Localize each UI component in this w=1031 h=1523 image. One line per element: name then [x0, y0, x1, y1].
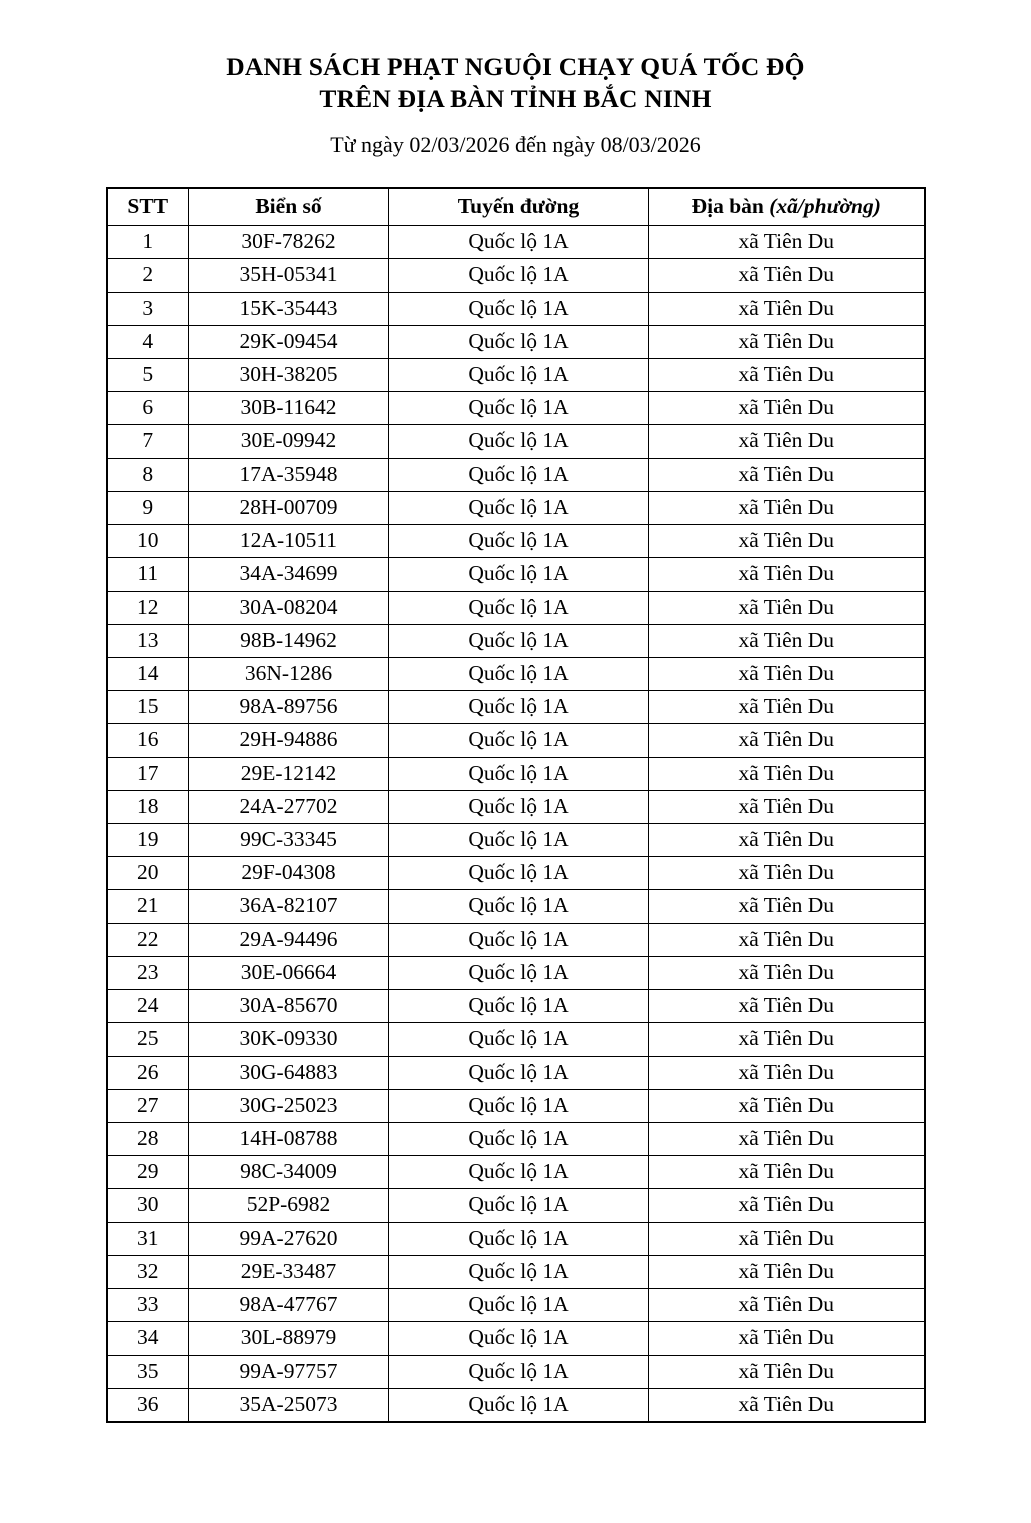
cell-stt: 26: [107, 1056, 189, 1089]
cell-area: xã Tiên Du: [649, 1056, 925, 1089]
cell-plate: 30K-09330: [189, 1023, 389, 1056]
table-row: [107, 491, 925, 524]
cell-stt: 33: [107, 1289, 189, 1322]
table-row: [107, 226, 925, 259]
column-header-plate: Biển số: [189, 188, 389, 226]
column-header-area: [649, 188, 925, 226]
cell-road: Quốc lộ 1A: [389, 724, 649, 757]
page-title-line-1: DANH SÁCH PHẠT NGUỘI CHẠY QUÁ TỐC ĐỘ: [226, 52, 805, 82]
cell-road: Quốc lộ 1A: [389, 1089, 649, 1122]
cell-stt: 11: [107, 558, 189, 591]
table-row: [107, 325, 925, 358]
cell-plate: 12A-10511: [189, 525, 389, 558]
column-header-area-note: (xã/phường): [769, 193, 881, 218]
table-row: [107, 292, 925, 325]
cell-stt: 29: [107, 1156, 189, 1189]
cell-stt: 14: [107, 657, 189, 690]
cell-road: Quốc lộ 1A: [389, 1123, 649, 1156]
cell-plate: 28H-00709: [189, 491, 389, 524]
table-row: [107, 1322, 925, 1355]
cell-road: Quốc lộ 1A: [389, 325, 649, 358]
cell-plate: 30L-88979: [189, 1322, 389, 1355]
cell-road: Quốc lộ 1A: [389, 923, 649, 956]
cell-plate: 30F-78262: [189, 226, 389, 259]
cell-plate: 30A-85670: [189, 990, 389, 1023]
cell-plate: 98B-14962: [189, 624, 389, 657]
cell-area: xã Tiên Du: [649, 724, 925, 757]
cell-plate: 36A-82107: [189, 890, 389, 923]
cell-plate: 98A-47767: [189, 1289, 389, 1322]
table-row: [107, 1189, 925, 1222]
date-range-subtitle: Từ ngày 02/03/2026 đến ngày 08/03/2026: [330, 132, 701, 158]
cell-plate: 36N-1286: [189, 657, 389, 690]
table-row: [107, 1255, 925, 1288]
cell-road: Quốc lộ 1A: [389, 259, 649, 292]
cell-road: Quốc lộ 1A: [389, 824, 649, 857]
cell-stt: 18: [107, 790, 189, 823]
cell-road: Quốc lộ 1A: [389, 956, 649, 989]
cell-area: xã Tiên Du: [649, 458, 925, 491]
table-row: [107, 956, 925, 989]
cell-area: xã Tiên Du: [649, 425, 925, 458]
cell-area: xã Tiên Du: [649, 525, 925, 558]
cell-road: Quốc lộ 1A: [389, 226, 649, 259]
cell-plate: 30G-25023: [189, 1089, 389, 1122]
table-row: [107, 392, 925, 425]
table-row: [107, 923, 925, 956]
cell-plate: 30B-11642: [189, 392, 389, 425]
cell-area: xã Tiên Du: [649, 657, 925, 690]
cell-stt: 15: [107, 691, 189, 724]
table-row: [107, 1056, 925, 1089]
cell-stt: 24: [107, 990, 189, 1023]
table-row: [107, 1156, 925, 1189]
cell-area: xã Tiên Du: [649, 923, 925, 956]
cell-area: xã Tiên Du: [649, 1289, 925, 1322]
cell-plate: 29K-09454: [189, 325, 389, 358]
cell-plate: 29A-94496: [189, 923, 389, 956]
cell-stt: 7: [107, 425, 189, 458]
cell-road: Quốc lộ 1A: [389, 624, 649, 657]
cell-road: Quốc lộ 1A: [389, 292, 649, 325]
cell-stt: 10: [107, 525, 189, 558]
cell-stt: 12: [107, 591, 189, 624]
cell-stt: 22: [107, 923, 189, 956]
table-body: [107, 226, 925, 1422]
cell-stt: 31: [107, 1222, 189, 1255]
cell-road: Quốc lộ 1A: [389, 1322, 649, 1355]
cell-road: Quốc lộ 1A: [389, 657, 649, 690]
cell-road: Quốc lộ 1A: [389, 890, 649, 923]
cell-plate: 30E-06664: [189, 956, 389, 989]
cell-area: xã Tiên Du: [649, 1089, 925, 1122]
cell-area: xã Tiên Du: [649, 1023, 925, 1056]
cell-area: xã Tiên Du: [649, 1322, 925, 1355]
cell-road: Quốc lộ 1A: [389, 691, 649, 724]
table-row: [107, 1089, 925, 1122]
table-header-row: [107, 188, 925, 226]
cell-stt: 3: [107, 292, 189, 325]
table-row: [107, 824, 925, 857]
cell-stt: 27: [107, 1089, 189, 1122]
table-row: [107, 425, 925, 458]
cell-stt: 17: [107, 757, 189, 790]
cell-stt: 34: [107, 1322, 189, 1355]
cell-stt: 32: [107, 1255, 189, 1288]
column-header-stt: STT: [107, 188, 189, 226]
cell-plate: 30A-08204: [189, 591, 389, 624]
cell-stt: 28: [107, 1123, 189, 1156]
fines-table-container: [55, 187, 976, 1423]
cell-stt: 20: [107, 857, 189, 890]
cell-road: Quốc lộ 1A: [389, 425, 649, 458]
cell-road: Quốc lộ 1A: [389, 458, 649, 491]
cell-road: Quốc lộ 1A: [389, 358, 649, 391]
cell-road: Quốc lộ 1A: [389, 591, 649, 624]
cell-stt: 4: [107, 325, 189, 358]
cell-area: xã Tiên Du: [649, 691, 925, 724]
cell-area: xã Tiên Du: [649, 358, 925, 391]
cell-area: xã Tiên Du: [649, 1255, 925, 1288]
cell-area: xã Tiên Du: [649, 1355, 925, 1388]
cell-plate: 24A-27702: [189, 790, 389, 823]
cell-area: xã Tiên Du: [649, 757, 925, 790]
table-row: [107, 1023, 925, 1056]
cell-plate: 17A-35948: [189, 458, 389, 491]
cell-area: xã Tiên Du: [649, 857, 925, 890]
cell-plate: 98C-34009: [189, 1156, 389, 1189]
cell-stt: 16: [107, 724, 189, 757]
cell-road: Quốc lộ 1A: [389, 392, 649, 425]
cell-road: Quốc lộ 1A: [389, 558, 649, 591]
cell-plate: 34A-34699: [189, 558, 389, 591]
table-row: [107, 591, 925, 624]
table-row: [107, 1355, 925, 1388]
cell-plate: 99C-33345: [189, 824, 389, 857]
cell-road: Quốc lộ 1A: [389, 1289, 649, 1322]
cell-area: xã Tiên Du: [649, 1222, 925, 1255]
cell-stt: 5: [107, 358, 189, 391]
page-title: [55, 51, 976, 114]
cell-stt: 9: [107, 491, 189, 524]
column-header-area-main: Địa bàn: [691, 193, 764, 218]
cell-stt: 13: [107, 624, 189, 657]
cell-area: xã Tiên Du: [649, 226, 925, 259]
table-row: [107, 790, 925, 823]
cell-stt: 35: [107, 1355, 189, 1388]
table-row: [107, 657, 925, 690]
cell-plate: 29F-04308: [189, 857, 389, 890]
cell-stt: 23: [107, 956, 189, 989]
cell-stt: 25: [107, 1023, 189, 1056]
table-row: [107, 1388, 925, 1422]
cell-road: Quốc lộ 1A: [389, 1156, 649, 1189]
cell-area: xã Tiên Du: [649, 1156, 925, 1189]
table-row: [107, 458, 925, 491]
cell-area: xã Tiên Du: [649, 824, 925, 857]
cell-area: xã Tiên Du: [649, 591, 925, 624]
table-row: [107, 525, 925, 558]
cell-area: xã Tiên Du: [649, 325, 925, 358]
cell-road: Quốc lộ 1A: [389, 1222, 649, 1255]
cell-plate: 99A-27620: [189, 1222, 389, 1255]
cell-area: xã Tiên Du: [649, 491, 925, 524]
cell-stt: 8: [107, 458, 189, 491]
cell-road: Quốc lộ 1A: [389, 1255, 649, 1288]
table-row: [107, 890, 925, 923]
cell-stt: 2: [107, 259, 189, 292]
cell-area: xã Tiên Du: [649, 1388, 925, 1422]
table-row: [107, 691, 925, 724]
cell-plate: 35H-05341: [189, 259, 389, 292]
cell-area: xã Tiên Du: [649, 890, 925, 923]
cell-area: xã Tiên Du: [649, 259, 925, 292]
cell-road: Quốc lộ 1A: [389, 1023, 649, 1056]
table-header: [107, 188, 925, 226]
cell-plate: 15K-35443: [189, 292, 389, 325]
cell-area: xã Tiên Du: [649, 292, 925, 325]
table-row: [107, 1123, 925, 1156]
cell-plate: 30H-38205: [189, 358, 389, 391]
cell-stt: 6: [107, 392, 189, 425]
cell-stt: 1: [107, 226, 189, 259]
cell-plate: 30E-09942: [189, 425, 389, 458]
cell-road: Quốc lộ 1A: [389, 757, 649, 790]
cell-area: xã Tiên Du: [649, 558, 925, 591]
cell-area: xã Tiên Du: [649, 990, 925, 1023]
cell-area: xã Tiên Du: [649, 624, 925, 657]
cell-stt: 30: [107, 1189, 189, 1222]
cell-plate: 14H-08788: [189, 1123, 389, 1156]
cell-area: xã Tiên Du: [649, 956, 925, 989]
cell-road: Quốc lộ 1A: [389, 1189, 649, 1222]
table-row: [107, 624, 925, 657]
cell-road: Quốc lộ 1A: [389, 491, 649, 524]
cell-plate: 29E-33487: [189, 1255, 389, 1288]
table-row: [107, 857, 925, 890]
cell-area: xã Tiên Du: [649, 1189, 925, 1222]
cell-area: xã Tiên Du: [649, 790, 925, 823]
cell-area: xã Tiên Du: [649, 1123, 925, 1156]
table-row: [107, 990, 925, 1023]
table-row: [107, 1222, 925, 1255]
cell-plate: 98A-89756: [189, 691, 389, 724]
cell-plate: 29E-12142: [189, 757, 389, 790]
cell-road: Quốc lộ 1A: [389, 1355, 649, 1388]
cell-area: xã Tiên Du: [649, 392, 925, 425]
cell-road: Quốc lộ 1A: [389, 1056, 649, 1089]
column-header-road: Tuyến đường: [389, 188, 649, 226]
cell-plate: 35A-25073: [189, 1388, 389, 1422]
page-title-line-2: TRÊN ĐỊA BÀN TỈNH BẮC NINH: [319, 83, 712, 113]
cell-plate: 52P-6982: [189, 1189, 389, 1222]
cell-road: Quốc lộ 1A: [389, 990, 649, 1023]
fines-table: [106, 187, 926, 1423]
cell-road: Quốc lộ 1A: [389, 525, 649, 558]
cell-plate: 30G-64883: [189, 1056, 389, 1089]
table-row: [107, 1289, 925, 1322]
cell-plate: 29H-94886: [189, 724, 389, 757]
cell-plate: 99A-97757: [189, 1355, 389, 1388]
cell-stt: 21: [107, 890, 189, 923]
table-row: [107, 259, 925, 292]
cell-stt: 19: [107, 824, 189, 857]
cell-stt: 36: [107, 1388, 189, 1422]
table-row: [107, 358, 925, 391]
table-row: [107, 558, 925, 591]
cell-road: Quốc lộ 1A: [389, 790, 649, 823]
cell-road: Quốc lộ 1A: [389, 857, 649, 890]
cell-road: Quốc lộ 1A: [389, 1388, 649, 1422]
table-row: [107, 724, 925, 757]
table-row: [107, 757, 925, 790]
